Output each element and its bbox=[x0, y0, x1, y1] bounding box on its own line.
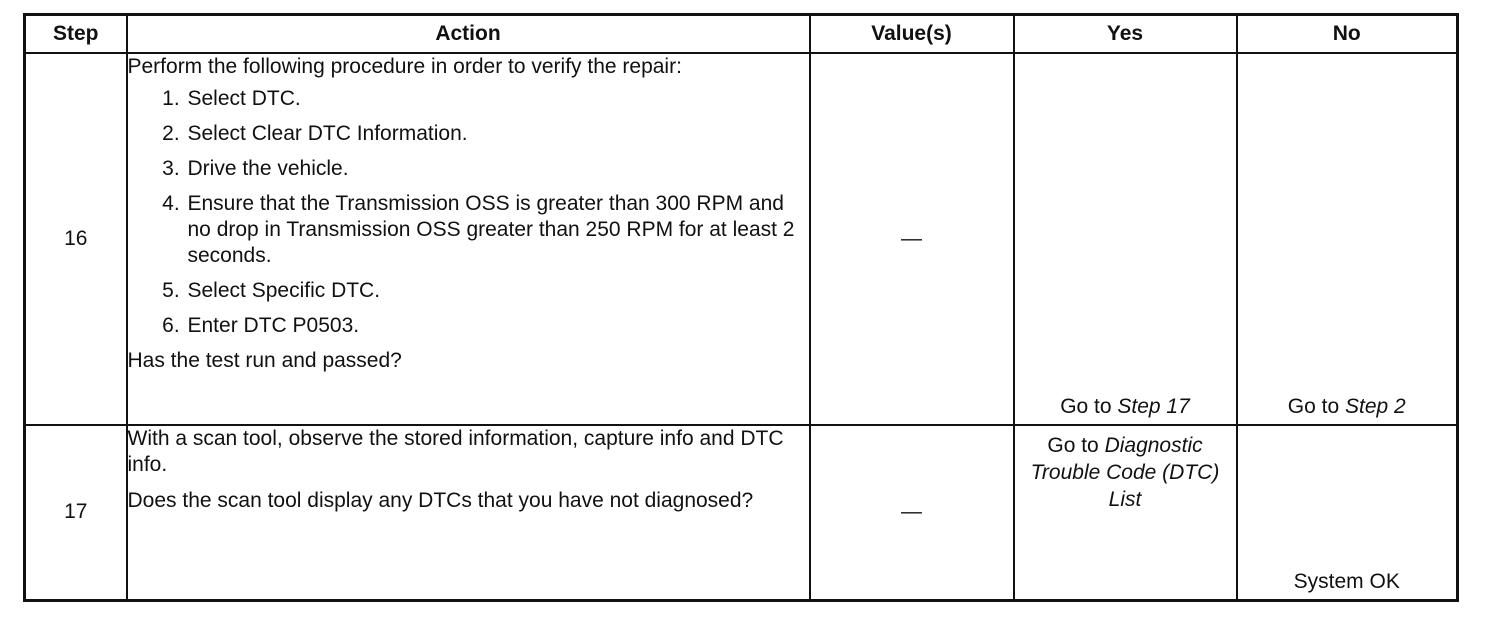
no-result bbox=[1238, 394, 1457, 420]
values-dash: — bbox=[901, 227, 922, 250]
procedure-step: 6. Enter DTC P0503. bbox=[186, 313, 809, 339]
yes-dtc-list-link[interactable]: Diagnostic Trouble Code (DTC) List bbox=[1030, 434, 1220, 511]
action-cell bbox=[127, 425, 810, 600]
values-dash: — bbox=[901, 500, 922, 524]
header-yes: Yes bbox=[1014, 15, 1237, 54]
values-cell bbox=[810, 53, 1014, 425]
yes-prefix: Go to bbox=[1060, 395, 1118, 418]
procedure-step: 4. Ensure that the Transmission OSS is greater than 300 RPM and no drop in Transmission OSS greater than 250 RPM for at least 2 seconds. bbox=[186, 191, 809, 269]
yes-result bbox=[1015, 426, 1236, 513]
table-row-step-17 bbox=[25, 425, 1458, 600]
yes-cell bbox=[1014, 53, 1237, 425]
procedure-list bbox=[128, 86, 809, 339]
header-row bbox=[25, 15, 1458, 54]
header-values: Value(s) bbox=[810, 15, 1014, 54]
table-row-step-16 bbox=[25, 53, 1458, 425]
procedure-step: 1. Select DTC. bbox=[186, 86, 809, 112]
action-question: Does the scan tool display any DTCs that you have not diagnosed? bbox=[127, 489, 754, 512]
yes-result bbox=[1015, 394, 1236, 420]
values-cell bbox=[810, 425, 1014, 600]
yes-prefix: Go to bbox=[1047, 434, 1105, 457]
step-number: 16 bbox=[25, 53, 127, 425]
yes-step-link[interactable]: Step 17 bbox=[1117, 395, 1190, 418]
action-question: Has the test run and passed? bbox=[127, 349, 402, 372]
yes-cell bbox=[1014, 425, 1237, 600]
action-intro: With a scan tool, observe the stored information, capture info and DTC info. bbox=[127, 427, 784, 476]
action-cell bbox=[127, 53, 810, 425]
action-intro: Perform the following procedure in order to verify the repair: bbox=[127, 55, 682, 78]
no-prefix: Go to bbox=[1287, 395, 1345, 418]
no-step-link[interactable]: Step 2 bbox=[1344, 395, 1406, 418]
step-number: 17 bbox=[25, 425, 127, 600]
header-no: No bbox=[1237, 15, 1458, 54]
procedure-step: 2. Select Clear DTC Information. bbox=[186, 121, 809, 147]
procedure-step: 3. Drive the vehicle. bbox=[186, 156, 809, 182]
diagnostic-table bbox=[23, 13, 1459, 602]
no-cell bbox=[1237, 53, 1458, 425]
no-cell bbox=[1237, 425, 1458, 600]
header-action: Action bbox=[127, 15, 810, 54]
no-result: System OK bbox=[1293, 569, 1400, 593]
procedure-step: 5. Select Specific DTC. bbox=[186, 278, 809, 304]
header-step: Step bbox=[25, 15, 127, 54]
